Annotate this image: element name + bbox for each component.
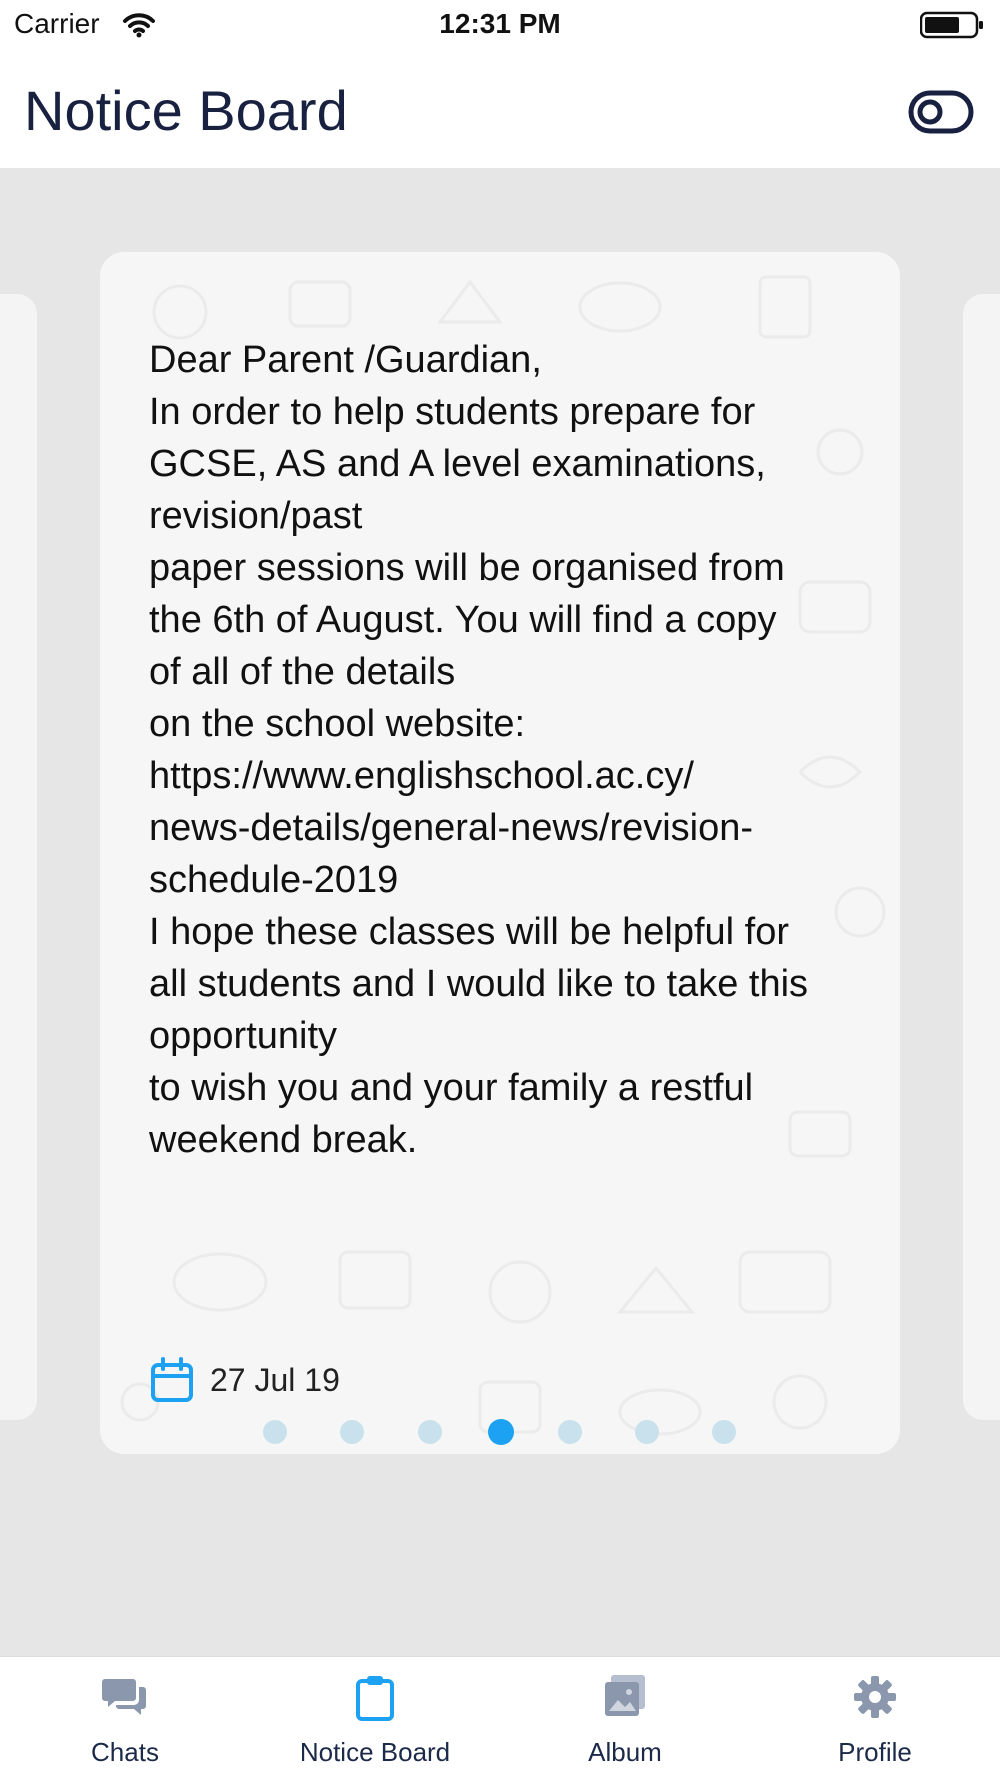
page-indicator[interactable] [0,1412,1000,1452]
notice-date: 27 Jul 19 [210,1361,340,1398]
previous-notice-card[interactable] [0,294,37,1420]
notice-line: opportunity [149,1015,338,1057]
notice-line: paper sessions will be organised from [149,547,785,589]
tab-album[interactable] [500,1657,750,1778]
notice-link-line[interactable]: https://www.englishschool.ac.cy/ [149,755,694,797]
notice-line: Dear Parent /Guardian, [149,339,542,381]
notice-line: of all of the details [149,651,456,693]
notice-line: the 6th of August. You will find a copy [149,599,777,641]
tab-profile[interactable] [750,1657,1000,1778]
notice-line: weekend break. [149,1119,418,1161]
page-title: Notice Board [24,79,348,142]
next-notice-card[interactable] [963,294,1000,1420]
page-dot[interactable] [263,1420,287,1444]
album-icon [601,1673,649,1721]
notice-line: to wish you and your family a restful [149,1067,754,1109]
calendar-icon [150,1357,194,1403]
notice-line: on the school website: [149,703,526,745]
status-bar [0,0,1000,48]
page-dot-active[interactable] [488,1419,514,1445]
page-dot[interactable] [418,1420,442,1444]
carrier-label: Carrier [14,8,100,39]
tab-label: Notice Board [299,1737,451,1767]
notice-line: all students and I would like to take this [149,963,809,1005]
tab-chats[interactable] [0,1657,250,1778]
battery-icon [920,11,984,39]
tab-label: Album [588,1737,662,1767]
tab-label: Chats [91,1737,159,1767]
notice-link-line[interactable]: schedule-2019 [149,859,399,901]
chats-icon [101,1673,149,1721]
tab-notice-board[interactable] [250,1657,500,1778]
tab-label: Profile [838,1737,912,1767]
notice-card[interactable] [100,252,900,1454]
clipboard-icon [351,1673,399,1721]
notice-line: I hope these classes will be helpful for [149,911,790,953]
tab-bar [0,1656,1000,1778]
toggle-icon[interactable] [908,88,974,136]
notice-message [149,334,869,1166]
navigation-bar [0,48,1000,168]
notice-link-line[interactable]: news-details/general-news/revision- [149,807,754,849]
gear-icon [851,1673,899,1721]
page-dot[interactable] [635,1420,659,1444]
notice-line: GCSE, AS and A level examinations, [149,443,766,485]
page-dot[interactable] [558,1420,582,1444]
page-dot[interactable] [340,1420,364,1444]
status-time: 12:31 PM [439,8,561,39]
notice-date-row [150,1357,340,1403]
notice-line: revision/past [149,495,363,537]
page-dot[interactable] [712,1420,736,1444]
notice-line: In order to help students prepare for [149,391,756,433]
